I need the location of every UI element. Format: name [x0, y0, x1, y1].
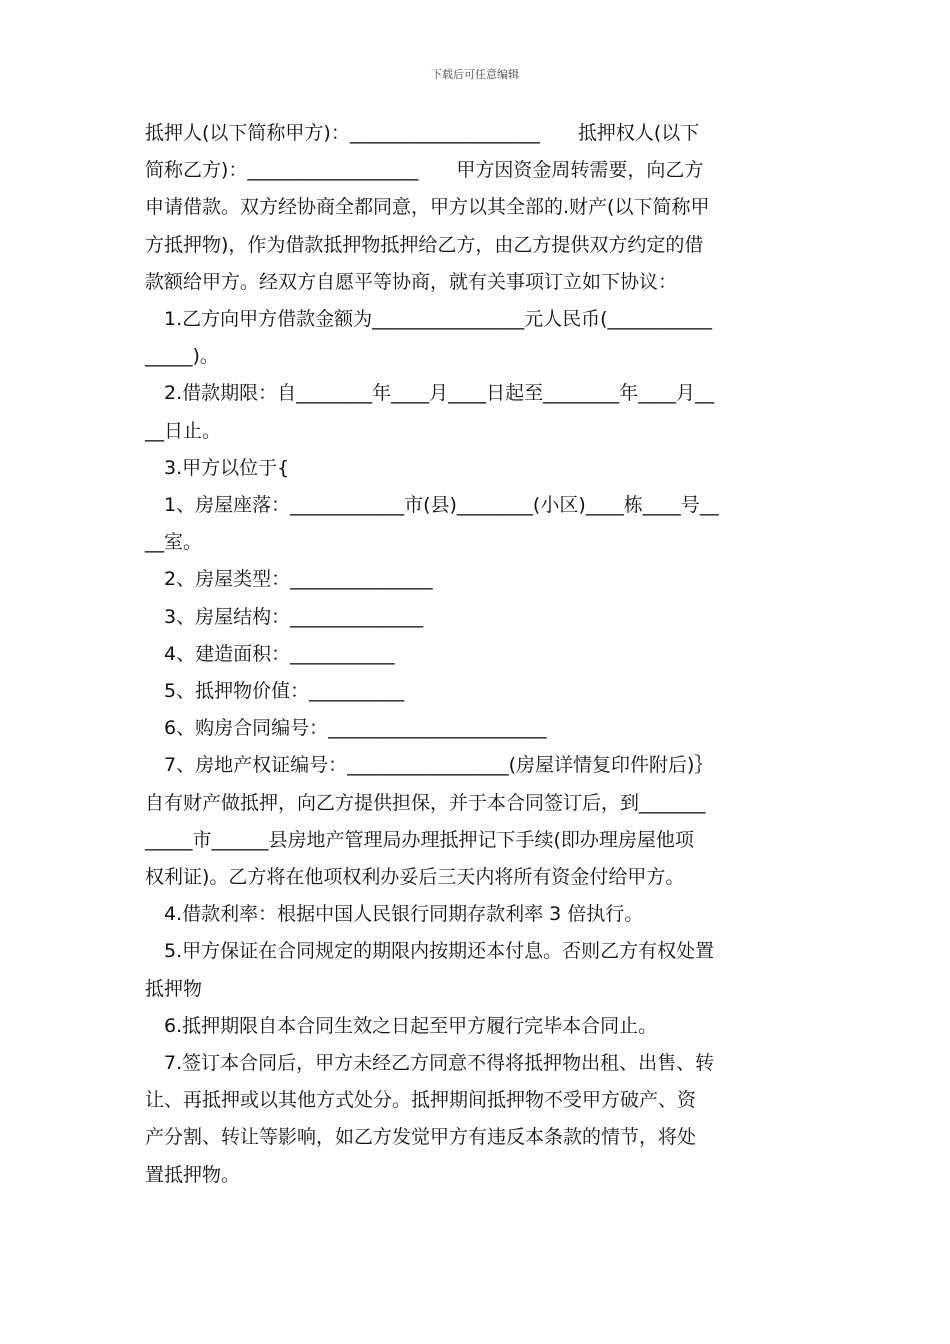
text-line: 抵押物	[145, 977, 203, 1000]
text-line: 自有财产做抵押，向乙方提供担保，并于本合同签订后，到_______	[145, 791, 706, 814]
text-line: 置抵押物。	[145, 1163, 241, 1186]
text-line: _____市______县房地产管理局办理抵押记下手续(即办理房屋他项	[145, 828, 694, 851]
page-header: 下载后可任意编辑	[431, 68, 519, 81]
text-line: 简称乙方)：__________________ 甲方因资金周转需要，向乙方	[145, 159, 704, 182]
clause-line: 1、房屋座落：____________市(县)________(小区)____栋____号__	[164, 494, 719, 517]
clause-line: 2、房屋类型：_______________	[164, 568, 433, 591]
clause-line: 5、抵押物价值：__________	[164, 680, 405, 703]
text-line: __室。	[145, 531, 203, 554]
text-line: 产分割、转让等影响，如乙方发觉甲方有违反本条款的情节，将处	[145, 1126, 697, 1149]
clause-line: 3、房屋结构：______________	[164, 605, 424, 628]
text-line: 让、再抵押或以其他方式处分。抵押期间抵押物不受甲方破产、资	[145, 1089, 697, 1112]
clause-line: 7、房地产权证编号：_________________(房屋详情复印件附后)｝	[164, 754, 714, 777]
clause-line: 4.借款利率：根据中国人民银行同期存款利率 3 倍执行。	[164, 903, 644, 926]
text-line: 抵押人(以下简称甲方)：____________________ 抵押权人(以下	[145, 122, 700, 144]
clause-line: 4、建造面积：___________	[164, 642, 395, 665]
clause-line: 6.抵押期限自本合同生效之日起至甲方履行完毕本合同止。	[164, 1014, 658, 1037]
text-line: _____)。	[145, 345, 219, 368]
text-line: 方抵押物)，作为借款抵押物抵押给乙方，由乙方提供双方约定的借	[145, 233, 704, 256]
text-line: 权利证)。乙方将在他项权利办妥后三天内将所有资金付给甲方。	[145, 866, 685, 889]
clause-line: 7.签订本合同后，甲方未经乙方同意不得将抵押物出租、出售、转	[164, 1052, 715, 1075]
text-line: 款额给甲方。经双方自愿平等协商，就有关事项订立如下协议：	[145, 270, 678, 293]
text-line: 申请借款。双方经协商全都同意，甲方以其全部的.财产(以下简称甲	[145, 196, 710, 219]
text-line: __日止。	[145, 419, 222, 442]
contract-body	[145, 115, 810, 1194]
clause-line: 5.甲方保证在合同规定的期限内按期还本付息。否则乙方有权处置	[164, 940, 715, 963]
clause-line: 1.乙方向甲方借款金额为________________元人民币(___________	[164, 308, 713, 331]
clause-line: 2.借款期限：自________年____月____日起至________年____月__	[164, 382, 715, 405]
clause-line: 6、购房合同编号：_______________________	[164, 717, 547, 740]
clause-line: 3.甲方以位于{	[164, 456, 290, 479]
